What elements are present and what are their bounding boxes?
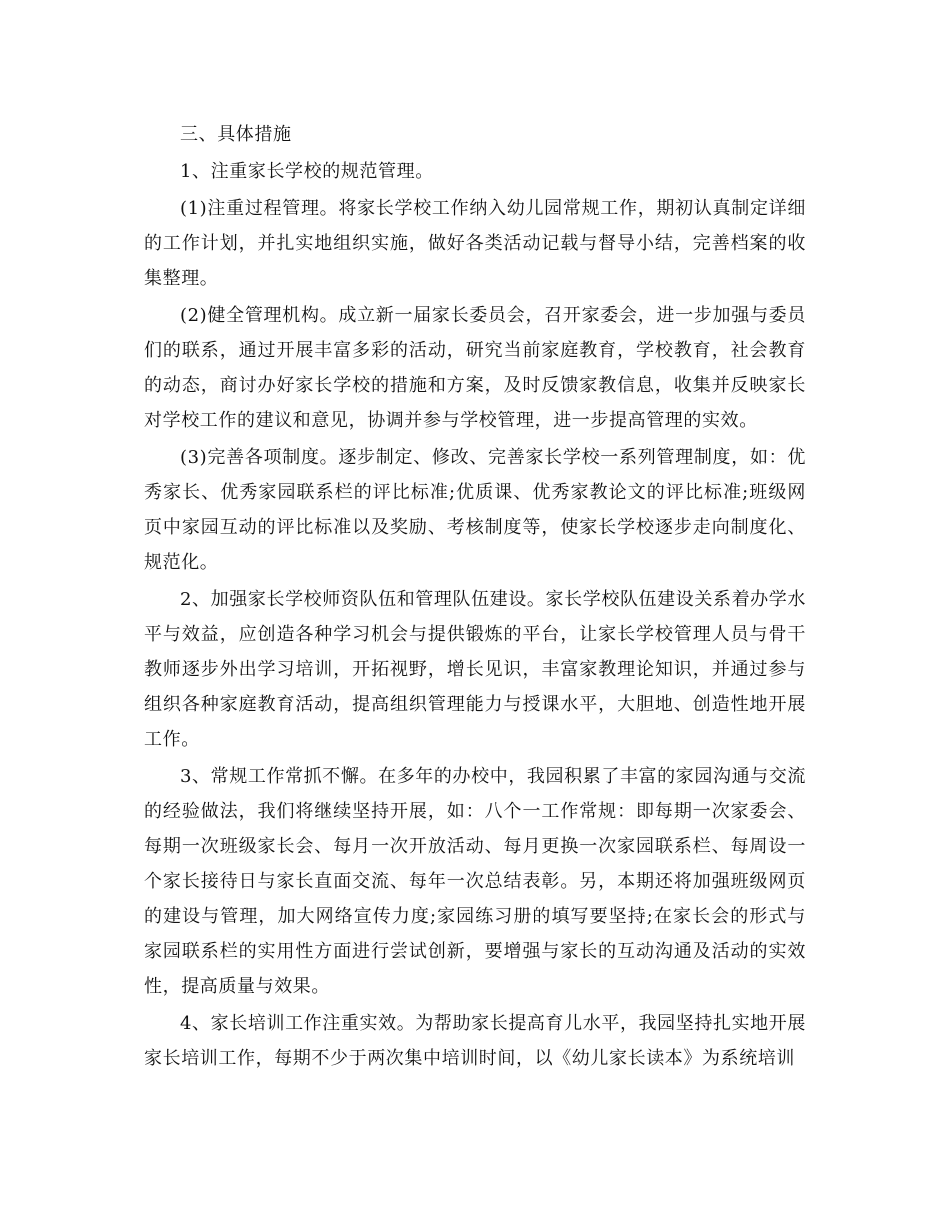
paragraph-process-management: (1)注重过程管理。将家长学校工作纳入幼儿园常规工作，期初认真制定详细的工作计划，并扎实地组织实施，做好各类活动记载与督导小结，完善档案的收集整理。 bbox=[144, 198, 806, 289]
paragraph-routine-work: 3、常规工作常抓不懈。在多年的办校中，我园积累了丰富的家园沟通与交流的经验做法，我们将继续坚持开展，如：八个一工作常规：即每期一次家委会、每期一次班级家长会、每月一次开放活动、每月更换一次家园联系栏、每周设一个家长接待日与家长直面交流、每年一次总结表彰。另，本期还将加强班级网页的建设与管理，加大网络宣传力度;家园练习册的填写要坚持;在家长会的形式与家园联系栏的实用性方面进行尝试创新，要增强与家长的互动沟通及活动的实效性，提高质量与效果。 bbox=[144, 766, 806, 997]
paragraph-teacher-team: 2、加强家长学校师资队伍和管理队伍建设。家长学校队伍建设关系着办学水平与效益，应创造各种学习机会与提供锻炼的平台，让家长学校管理人员与骨干教师逐步外出学习培训，开拓视野，增长见识，丰富家教理论知识，并通过参与组织各种家庭教育活动，提高组织管理能力与授课水平，大胆地、创造性地开展工作。 bbox=[144, 589, 806, 750]
document-body bbox=[144, 117, 806, 1076]
paragraph-system-improvement: (3)完善各项制度。逐步制定、修改、完善家长学校一系列管理制度，如：优秀家长、优秀家园联系栏的评比标准;优质课、优秀家教论文的评比标准;班级网页中家园互动的评比标准以及奖励、考核制度等，使家长学校逐步走向制度化、规范化。 bbox=[144, 447, 806, 573]
section-heading: 三、具体措施 bbox=[180, 124, 292, 145]
paragraph-parent-training: 4、家长培训工作注重实效。为帮助家长提高育儿水平，我园坚持扎实地开展家长培训工作，每期不少于两次集中培训时间，以《幼儿家长读本》为系统培训 bbox=[144, 1013, 806, 1069]
paragraph-management-organization: (2)健全管理机构。成立新一届家长委员会，召开家委会，进一步加强与委员们的联系，通过开展丰富多彩的活动，研究当前家庭教育，学校教育，社会教育的动态，商讨办好家长学校的措施和方案，及时反馈家教信息，收集并反映家长对学校工作的建议和意见，协调并参与学校管理，进一步提高管理的实效。 bbox=[144, 305, 806, 431]
paragraph-item-1: 1、注重家长学校的规范管理。 bbox=[180, 161, 434, 182]
